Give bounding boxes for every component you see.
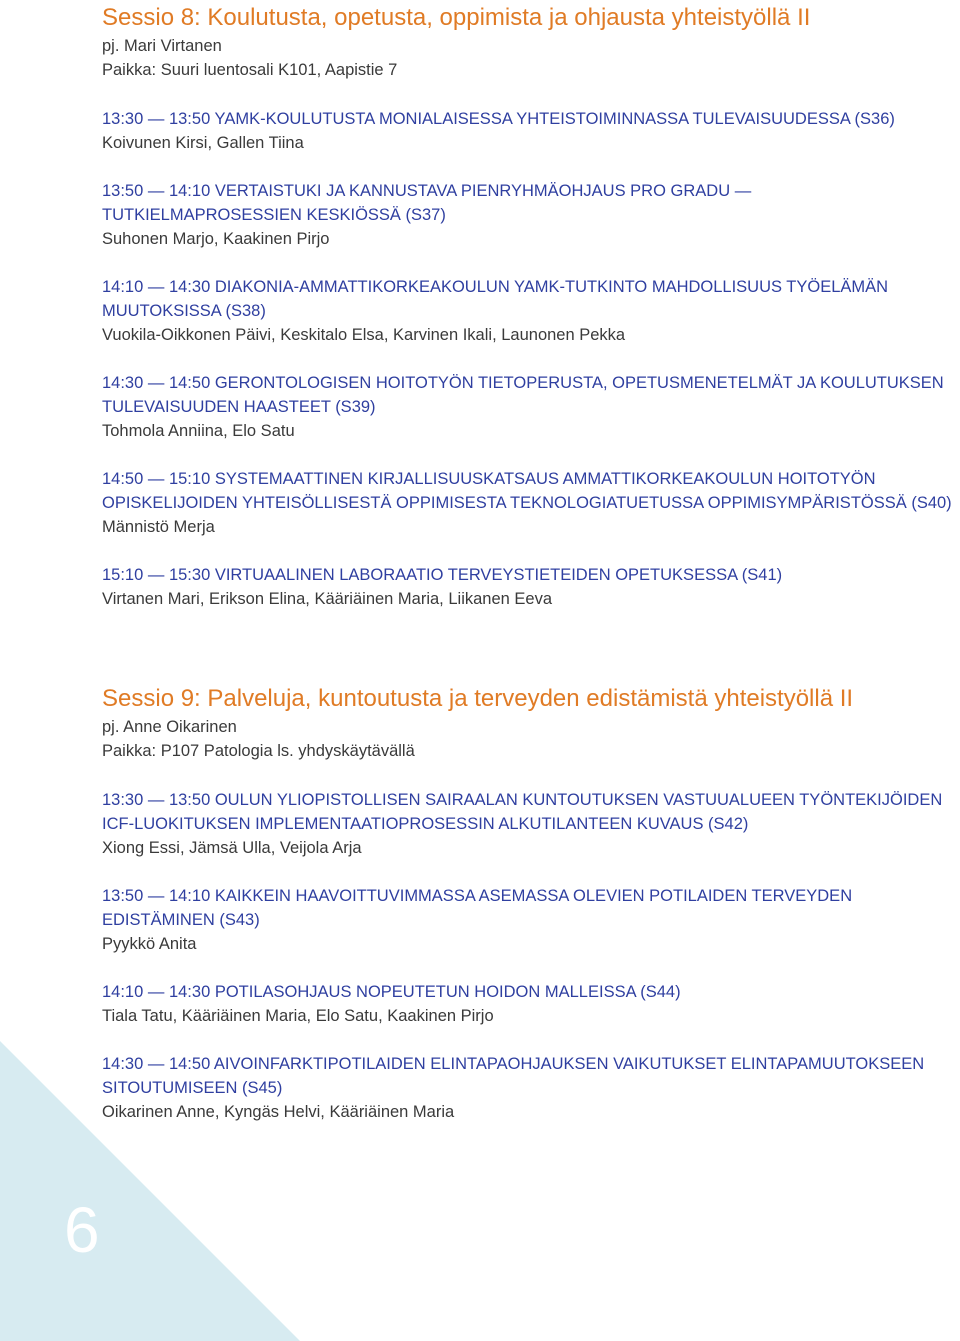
session-title: Sessio 9: Palveluja, kuntoutusta ja terveyden edistämistä yhteistyöllä II — [102, 685, 854, 712]
talk-authors: Tohmola Anniina, Elo Satu — [102, 422, 295, 440]
talk-authors: Virtanen Mari, Erikson Elina, Kääriäinen Maria, Liikanen Eeva — [102, 590, 553, 608]
session-8 — [102, 2, 952, 635]
session-9 — [102, 683, 952, 1148]
talk-item — [102, 107, 952, 155]
talk-authors: Pyykkö Anita — [102, 935, 197, 953]
talk-item — [102, 884, 952, 956]
session-location: Paikka: P107 Patologia ls. yhdyskäytävällä — [102, 742, 415, 760]
session-title: Sessio 8: Koulutusta, opetusta, oppimista ja ohjausta yhteistyöllä II — [102, 4, 811, 31]
talk-authors: Koivunen Kirsi, Gallen Tiina — [102, 134, 304, 152]
talk-item — [102, 788, 952, 860]
talk-item — [102, 1052, 952, 1124]
session-meta — [102, 34, 952, 82]
talk-title: 13:50 — 14:10 VERTAISTUKI JA KANNUSTAVA PIENRYHMÄOHJAUS PRO GRADU — TUTKIELMAPROSESSIEN KESKIÖSSÄ (S37) — [102, 182, 752, 224]
talk-authors: Männistö Merja — [102, 518, 215, 536]
talk-authors: Vuokila-Oikkonen Päivi, Keskitalo Elsa, Karvinen Ikali, Launonen Pekka — [102, 326, 626, 344]
talk-title: 14:10 — 14:30 DIAKONIA-AMMATTIKORKEAKOULUN YAMK-TUTKINTO MAHDOLLISUUS TYÖELÄMÄN MUUTOKSISSA (S38) — [102, 278, 889, 320]
talk-title: 14:30 — 14:50 AIVOINFARKTIPOTILAIDEN ELINTAPAOHJAUKSEN VAIKUTUKSET ELINTAPAMUUTOKSEEN SITOUTUMISEEN (S45) — [102, 1055, 925, 1097]
talk-item — [102, 179, 952, 251]
talk-item — [102, 467, 952, 539]
talk-title: 13:30 — 13:50 YAMK-KOULUTUSTA MONIALAISESSA YHTEISTOIMINNASSA TULEVAISUUDESSA (S36) — [102, 110, 895, 128]
talk-authors: Xiong Essi, Jämsä Ulla, Veijola Arja — [102, 839, 362, 857]
session-chair: pj. Anne Oikarinen — [102, 718, 237, 736]
talk-authors: Oikarinen Anne, Kyngäs Helvi, Kääriäinen Maria — [102, 1103, 455, 1121]
talk-authors: Suhonen Marjo, Kaakinen Pirjo — [102, 230, 330, 248]
session-chair: pj. Mari Virtanen — [102, 37, 222, 55]
talk-title: 13:50 — 14:10 KAIKKEIN HAAVOITTUVIMMASSA ASEMASSA OLEVIEN POTILAIDEN TERVEYDEN EDISTÄMINEN (S43) — [102, 887, 853, 929]
session-location: Paikka: Suuri luentosali K101, Aapistie 7 — [102, 61, 398, 79]
session-meta — [102, 715, 952, 763]
talk-authors: Tiala Tatu, Kääriäinen Maria, Elo Satu, Kaakinen Pirjo — [102, 1007, 494, 1025]
talk-title: 14:10 — 14:30 POTILASOHJAUS NOPEUTETUN HOIDON MALLEISSA (S44) — [102, 983, 681, 1001]
talk-item — [102, 275, 952, 347]
talk-title: 14:30 — 14:50 GERONTOLOGISEN HOITOTYÖN TIETOPERUSTA, OPETUSMENETELMÄT JA KOULUTUKSEN TULEVAISUUDEN HAASTEET (S39) — [102, 374, 944, 416]
talk-item — [102, 980, 952, 1028]
talk-title: 14:50 — 15:10 SYSTEMAATTINEN KIRJALLISUUSKATSAUS AMMATTIKORKEAKOULUN HOITOTYÖN OPISKELIJOIDEN YHTEISÖLLISESTÄ OPPIMISESTA TEKNOLOGIATUETUSSA OPPIMISYMPÄRISTÖSSÄ (S40) — [102, 470, 952, 512]
page-number: 6 — [64, 1194, 100, 1266]
talk-title: 13:30 — 13:50 OULUN YLIOPISTOLLISEN SAIRAALAN KUNTOUTUKSEN VASTUUALUEEN TYÖNTEKIJÖIDEN ICF-LUOKITUKSEN IMPLEMENTAATIOPROSESSIN ALKUTILANTEEN KUVAUS (S42) — [102, 791, 943, 833]
talk-item — [102, 371, 952, 443]
talk-item — [102, 563, 952, 611]
talk-title: 15:10 — 15:30 VIRTUAALINEN LABORAATIO TERVEYSTIETEIDEN OPETUKSESSA (S41) — [102, 566, 783, 584]
